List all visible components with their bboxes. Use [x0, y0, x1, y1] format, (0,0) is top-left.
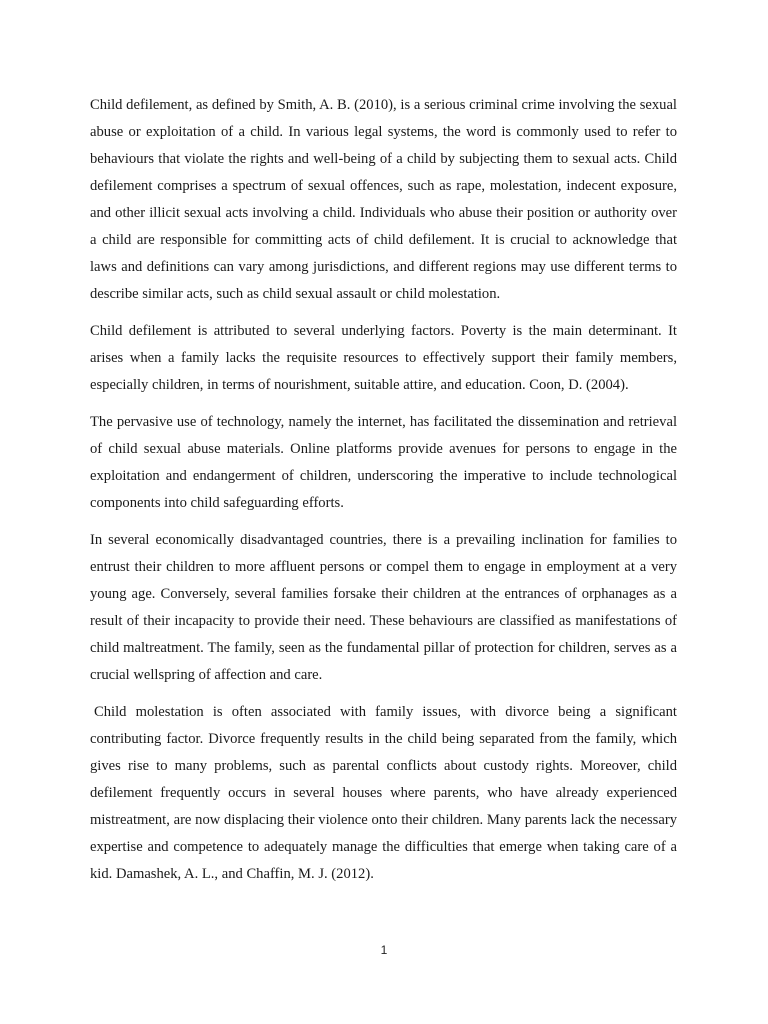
page-number: 1: [380, 943, 388, 957]
paragraph-technology: The pervasive use of technology, namely the internet, has facilitated the dissemination and retrieval of child sexual abuse materials. Online platforms provide avenues for persons to engage in the exploitation and endangerment of children, underscoring the imperative to include technological components into child safeguarding efforts.: [90, 414, 677, 511]
paragraph-poverty: Child defilement is attributed to several underlying factors. Poverty is the main determinant. It arises when a family lacks the requisite resources to effectively support their family members, especially children, in terms of nourishment, suitable attire, and education. Coon, D. (2004).: [90, 323, 677, 393]
paragraph-definition: Child defilement, as defined by Smith, A. B. (2010), is a serious criminal crime involving the sexual abuse or exploitation of a child. In various legal systems, the word is commonly used to refer to behaviours that violate the rights and well-being of a child by subjecting them to sexual acts. Child defilement comprises a spectrum of sexual offences, such as rape, molestation, indecent exposure, and other illicit sexual acts involving a child. Individuals who abuse their position or authority over a child are responsible for committing acts of child defilement. It is crucial to acknowledge that laws and definitions can vary among jurisdictions, and different regions may use different terms to describe similar acts, such as child sexual assault or child molestation.: [90, 97, 677, 302]
paragraph-family-issues: Child molestation is often associated with family issues, with divorce being a significant contributing factor. Divorce frequently results in the child being separated from the family, which gives rise to many problems, such as parental conflicts about custody rights. Moreover, child defilement frequently occurs in several houses where parents, who have already experienced mistreatment, are now displacing their violence onto their children. Many parents lack the necessary expertise and competence to adequately manage the difficulties that emerge when taking care of a kid. Damashek, A. L., and Chaffin, M. J. (2012).: [90, 704, 677, 882]
paragraph-economic: In several economically disadvantaged countries, there is a prevailing inclination for families to entrust their children to more affluent persons or compel them to engage in employment at a very young age. Conversely, several families forsake their children at the entrances of orphanages as a result of their incapacity to provide their need. These behaviours are classified as manifestations of child maltreatment. The family, seen as the fundamental pillar of protection for children, serves as a crucial wellspring of affection and care.: [90, 532, 677, 683]
document-body: [90, 92, 677, 898]
